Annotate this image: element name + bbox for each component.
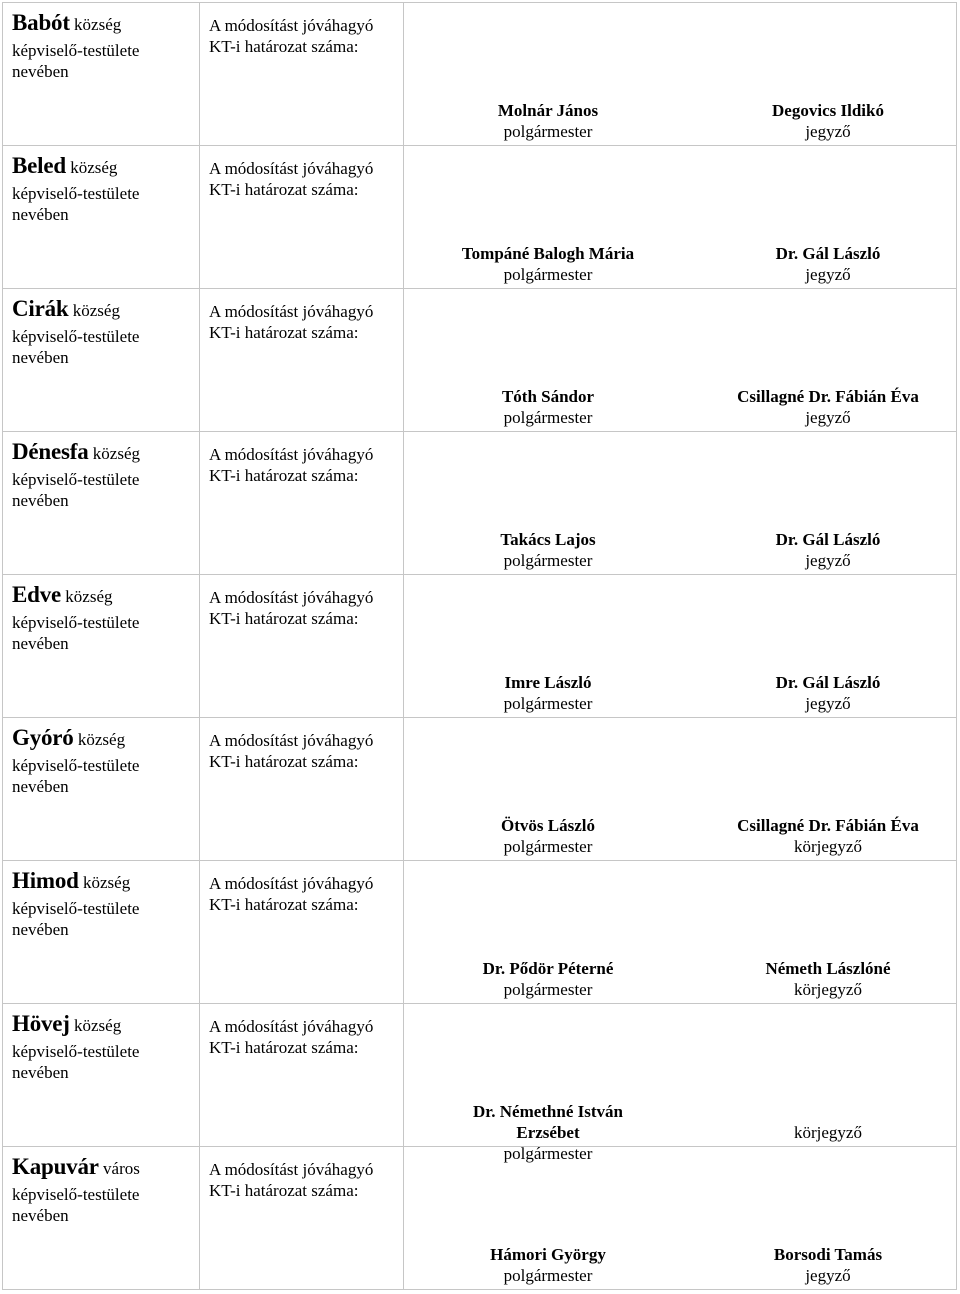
municipality-row [3,146,957,289]
signatures-cell [404,1147,957,1290]
notary-name [731,1101,925,1122]
municipality-cell [3,1147,200,1290]
municipality-row [3,3,957,146]
notary-signature [731,100,925,142]
council-label: képviselő-testülete [12,41,140,60]
council-label: képviselő-testülete [12,470,140,489]
municipality-name: Hövej [12,1011,70,1036]
municipality-name: Dénesfa [12,439,89,464]
approval-cell [200,575,404,718]
signatures-cell [404,718,957,861]
notary-signature [731,243,925,285]
notary-signature [731,958,925,1000]
mayor-name: Hámori György [490,1245,606,1264]
municipality-cell [3,289,200,432]
behalf-label: nevében [12,205,69,224]
mayor-signature [448,1244,648,1286]
municipality-cell [3,3,200,146]
municipality-cell [3,1004,200,1147]
approval-label: A módosítást jóváhagyó [209,16,374,35]
notary-signature [731,1101,925,1143]
council-label: képviselő-testülete [12,899,140,918]
mayor-title: polgármester [503,122,593,141]
approval-cell [200,289,404,432]
signatures-cell [404,575,957,718]
mayor-signature [448,243,648,285]
notary-title: jegyző [805,694,851,713]
municipality-cell [3,718,200,861]
municipality-cell [3,432,200,575]
municipality-row [3,718,957,861]
mayor-signature [448,672,648,714]
municipality-type: község [70,158,118,177]
signatures-cell [404,861,957,1004]
municipality-name: Babót [12,10,70,35]
approval-label: A módosítást jóváhagyó [209,874,374,893]
municipality-row [3,289,957,432]
behalf-label: nevében [12,491,69,510]
resolution-label: KT-i határozat száma: [209,37,359,56]
notary-name: Csillagné Dr. Fábián Éva [737,387,919,406]
mayor-name: Tóth Sándor [501,387,595,406]
notary-signature [731,815,925,857]
notary-title: körjegyző [794,1123,862,1142]
approval-cell [200,718,404,861]
approval-label: A módosítást jóváhagyó [209,1160,374,1179]
approval-cell [200,1004,404,1147]
municipality-type: község [82,873,131,892]
signatures-cell [404,146,957,289]
approval-cell [200,3,404,146]
municipality-type: község [65,587,113,606]
behalf-label: nevében [12,777,69,796]
behalf-label: nevében [12,920,69,939]
mayor-title: polgármester [503,980,593,999]
notary-name: Dr. Gál László [775,530,881,549]
council-label: képviselő-testülete [12,613,140,632]
municipality-row [3,1004,957,1147]
mayor-signature [448,386,648,428]
notary-title: jegyző [805,408,851,427]
municipality-row [3,1147,957,1290]
notary-signature [731,1244,925,1286]
approval-cell [200,432,404,575]
notary-name: Borsodi Tamás [773,1245,883,1264]
approval-label: A módosítást jóváhagyó [209,302,374,321]
municipality-type: község [92,444,140,463]
municipality-cell [3,575,200,718]
municipality-type: község [72,301,120,320]
behalf-label: nevében [12,62,69,81]
resolution-label: KT-i határozat száma: [209,180,359,199]
notary-title: jegyző [805,122,851,141]
notary-title: jegyző [805,551,851,570]
mayor-title: polgármester [503,1144,593,1163]
mayor-name: Imre László [504,673,592,692]
notary-name: Dr. Gál László [775,673,881,692]
mayor-name: Tompáné Balogh Mária [461,244,635,263]
resolution-label: KT-i határozat száma: [209,323,359,342]
mayor-title: polgármester [503,694,593,713]
approval-label: A módosítást jóváhagyó [209,445,374,464]
signatures-cell [404,432,957,575]
notary-title: körjegyző [794,837,862,856]
mayor-title: polgármester [503,265,593,284]
mayor-title: polgármester [503,837,593,856]
mayor-name: Molnár János [497,101,599,120]
notary-title: jegyző [805,265,851,284]
municipality-name: Himod [12,868,79,893]
mayor-name: Takács Lajos [500,530,596,549]
resolution-label: KT-i határozat száma: [209,752,359,771]
notary-signature [731,529,925,571]
resolution-label: KT-i határozat száma: [209,1038,359,1057]
notary-name: Dr. Gál László [775,244,881,263]
mayor-name: Dr. Pődör Péterné [482,959,614,978]
municipality-row [3,861,957,1004]
behalf-label: nevében [12,634,69,653]
council-label: képviselő-testülete [12,327,140,346]
notary-name: Degovics Ildikó [772,101,884,120]
municipality-type: község [74,1016,122,1035]
resolution-label: KT-i határozat száma: [209,609,359,628]
municipality-type: város [103,1159,140,1178]
behalf-label: nevében [12,1063,69,1082]
notary-signature [731,386,925,428]
signatures-cell [404,3,957,146]
signatures-cell [404,1004,957,1163]
municipality-cell [3,146,200,289]
council-label: képviselő-testülete [12,184,140,203]
municipality-name: Gyóró [12,725,74,750]
council-label: képviselő-testülete [12,1042,140,1061]
council-label: képviselő-testülete [12,1185,140,1204]
notary-name: Csillagné Dr. Fábián Éva [737,816,919,835]
mayor-title: polgármester [503,1266,593,1285]
mayor-signature [448,100,648,142]
mayor-title: polgármester [503,408,593,427]
approval-cell [200,1147,404,1290]
resolution-label: KT-i határozat száma: [209,1181,359,1200]
mayor-title: polgármester [503,551,593,570]
resolution-label: KT-i határozat száma: [209,466,359,485]
approval-cell [200,146,404,289]
approval-cell [200,861,404,1004]
mayor-name: Ötvös László [501,816,595,835]
behalf-label: nevében [12,1206,69,1225]
municipality-type: község [74,15,122,34]
approval-label: A módosítást jóváhagyó [209,1017,374,1036]
resolution-label: KT-i határozat száma: [209,895,359,914]
mayor-signature [448,529,648,571]
municipality-row [3,432,957,575]
signatures-cell [404,289,957,432]
approval-table [2,2,957,1290]
municipality-row [3,575,957,718]
notary-signature [731,672,925,714]
notary-title: körjegyző [794,980,862,999]
municipality-cell [3,861,200,1004]
approval-label: A módosítást jóváhagyó [209,159,374,178]
municipality-name: Cirák [12,296,69,321]
behalf-label: nevében [12,348,69,367]
municipality-name: Kapuvár [12,1154,99,1179]
municipality-name: Edve [12,582,62,607]
municipality-name: Beled [12,153,66,178]
notary-title: jegyző [805,1266,851,1285]
mayor-signature [448,958,648,1000]
municipality-type: község [77,730,126,749]
council-label: képviselő-testülete [12,756,140,775]
mayor-signature [448,815,648,857]
notary-name: Németh Lászlóné [765,959,891,978]
mayor-name: Dr. Némethné István Erzsébet [472,1102,623,1142]
approval-label: A módosítást jóváhagyó [209,588,374,607]
approval-label: A módosítást jóváhagyó [209,731,374,750]
